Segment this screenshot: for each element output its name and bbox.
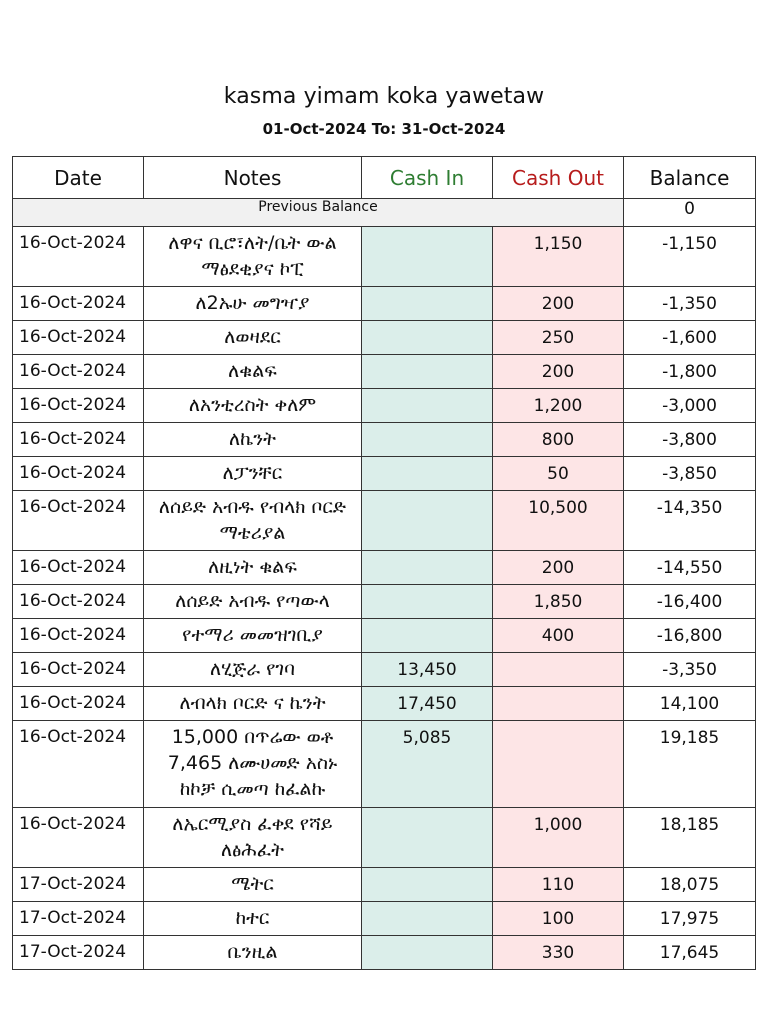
- notes-cell: ለሰይድ አብዱ የብላክ ቦርድ ማቴሪያል: [144, 491, 362, 551]
- notes-cell: ለፓንቸር: [144, 457, 362, 491]
- column-header-notes: Notes: [144, 157, 362, 199]
- cash-out-cell: 10,500: [493, 491, 624, 551]
- cash-in-cell: [362, 287, 493, 321]
- balance-cell: -1,600: [624, 321, 756, 355]
- balance-cell: -14,350: [624, 491, 756, 551]
- notes-cell: ቤንዚል: [144, 936, 362, 970]
- date-cell: 16-Oct-2024: [13, 653, 144, 687]
- cash-in-cell: [362, 808, 493, 868]
- table-row: [13, 389, 756, 423]
- cash-out-cell: 1,150: [493, 227, 624, 287]
- table-row: [13, 227, 756, 287]
- cash-out-cell: 330: [493, 936, 624, 970]
- cash-out-cell: 1,000: [493, 808, 624, 868]
- cash-in-cell: [362, 321, 493, 355]
- cash-out-cell: 100: [493, 902, 624, 936]
- table-row: [13, 423, 756, 457]
- table-row: [13, 936, 756, 970]
- table-row: [13, 721, 756, 808]
- previous-balance-label: Previous Balance: [13, 199, 624, 227]
- notes-cell: ለዋና ቢሮ፣ለት/ቤት ውል ማፅደቂያና ኮፒ: [144, 227, 362, 287]
- notes-cell: ለ2ኡሁ መግዣያ: [144, 287, 362, 321]
- balance-cell: -1,350: [624, 287, 756, 321]
- balance-cell: -3,350: [624, 653, 756, 687]
- notes-cell: ለኤርሚያስ ፈቀደ የሻይ ለፅሕፈት: [144, 808, 362, 868]
- column-header-date: Date: [13, 157, 144, 199]
- date-cell: 16-Oct-2024: [13, 491, 144, 551]
- date-cell: 16-Oct-2024: [13, 321, 144, 355]
- cash-in-cell: [362, 457, 493, 491]
- balance-cell: -3,800: [624, 423, 756, 457]
- cash-in-cell: [362, 551, 493, 585]
- date-cell: 17-Oct-2024: [13, 936, 144, 970]
- date-cell: 16-Oct-2024: [13, 551, 144, 585]
- table-row: [13, 687, 756, 721]
- cash-in-cell: [362, 936, 493, 970]
- previous-balance-value: 0: [624, 199, 756, 227]
- column-header-cash-out: Cash Out: [493, 157, 624, 199]
- notes-cell: 15,000 በጥሬው ወቶ 7,465 ለሙሀመድ አስኑ ከኮቻ ሲመጣ ከፈልኩ: [144, 721, 362, 808]
- balance-cell: -3,850: [624, 457, 756, 491]
- notes-cell: ለሰይድ አብዱ የጣውላ: [144, 585, 362, 619]
- notes-cell: ለዚነት ቁልፍ: [144, 551, 362, 585]
- cash-out-cell: 110: [493, 868, 624, 902]
- balance-cell: -1,800: [624, 355, 756, 389]
- table-row: [13, 551, 756, 585]
- balance-cell: 18,185: [624, 808, 756, 868]
- cash-out-cell: [493, 653, 624, 687]
- date-cell: 17-Oct-2024: [13, 902, 144, 936]
- date-cell: 17-Oct-2024: [13, 868, 144, 902]
- table-row: [13, 619, 756, 653]
- cash-in-cell: [362, 585, 493, 619]
- notes-cell: ሜትር: [144, 868, 362, 902]
- balance-cell: 18,075: [624, 868, 756, 902]
- balance-cell: 17,645: [624, 936, 756, 970]
- balance-cell: -1,150: [624, 227, 756, 287]
- notes-cell: ለኬንት: [144, 423, 362, 457]
- table-row: [13, 808, 756, 868]
- cash-out-cell: [493, 721, 624, 808]
- cash-in-cell: 17,450: [362, 687, 493, 721]
- date-cell: 16-Oct-2024: [13, 808, 144, 868]
- cash-out-cell: 400: [493, 619, 624, 653]
- notes-cell: የተማሪ መመዝገቢያ: [144, 619, 362, 653]
- balance-cell: -14,550: [624, 551, 756, 585]
- cash-out-cell: 250: [493, 321, 624, 355]
- cash-in-cell: [362, 902, 493, 936]
- table-row: [13, 868, 756, 902]
- date-cell: 16-Oct-2024: [13, 423, 144, 457]
- table-row: [13, 287, 756, 321]
- ledger-table: [12, 156, 756, 970]
- cash-out-cell: 1,850: [493, 585, 624, 619]
- cash-out-cell: 800: [493, 423, 624, 457]
- table-row: [13, 321, 756, 355]
- report-title: kasma yimam koka yawetaw: [223, 84, 545, 109]
- balance-cell: -16,400: [624, 585, 756, 619]
- notes-cell: ለብላክ ቦርድ ና ኬንት: [144, 687, 362, 721]
- balance-cell: -16,800: [624, 619, 756, 653]
- cash-in-cell: [362, 227, 493, 287]
- balance-cell: -3,000: [624, 389, 756, 423]
- notes-cell: ለሂጅራ የገባ: [144, 653, 362, 687]
- cash-in-cell: [362, 868, 493, 902]
- column-header-balance: Balance: [624, 157, 756, 199]
- cash-in-cell: 13,450: [362, 653, 493, 687]
- cash-in-cell: [362, 491, 493, 551]
- balance-cell: 14,100: [624, 687, 756, 721]
- cash-out-cell: 50: [493, 457, 624, 491]
- table-row: [13, 355, 756, 389]
- date-cell: 16-Oct-2024: [13, 457, 144, 491]
- cash-in-cell: [362, 619, 493, 653]
- table-row: [13, 457, 756, 491]
- cash-out-cell: 200: [493, 355, 624, 389]
- report-period: 01-Oct-2024 To: 31-Oct-2024: [262, 120, 506, 138]
- notes-cell: ለወዛደር: [144, 321, 362, 355]
- date-cell: 16-Oct-2024: [13, 287, 144, 321]
- column-header-cash-in: Cash In: [362, 157, 493, 199]
- cash-in-cell: 5,085: [362, 721, 493, 808]
- notes-cell: ለቁልፍ: [144, 355, 362, 389]
- date-cell: 16-Oct-2024: [13, 355, 144, 389]
- cash-in-cell: [362, 423, 493, 457]
- cash-out-cell: 1,200: [493, 389, 624, 423]
- cash-out-cell: 200: [493, 287, 624, 321]
- date-cell: 16-Oct-2024: [13, 687, 144, 721]
- balance-cell: 19,185: [624, 721, 756, 808]
- notes-cell: ለአንቲረስት ቀለም: [144, 389, 362, 423]
- cash-out-cell: [493, 687, 624, 721]
- balance-cell: 17,975: [624, 902, 756, 936]
- date-cell: 16-Oct-2024: [13, 585, 144, 619]
- notes-cell: ከተር: [144, 902, 362, 936]
- cash-in-cell: [362, 389, 493, 423]
- date-cell: 16-Oct-2024: [13, 619, 144, 653]
- table-row: [13, 585, 756, 619]
- table-row: [13, 902, 756, 936]
- table-row: [13, 653, 756, 687]
- previous-balance-row: [13, 199, 756, 227]
- cash-in-cell: [362, 355, 493, 389]
- cash-out-cell: 200: [493, 551, 624, 585]
- table-row: [13, 491, 756, 551]
- header-row: [13, 157, 756, 199]
- date-cell: 16-Oct-2024: [13, 227, 144, 287]
- date-cell: 16-Oct-2024: [13, 389, 144, 423]
- date-cell: 16-Oct-2024: [13, 721, 144, 808]
